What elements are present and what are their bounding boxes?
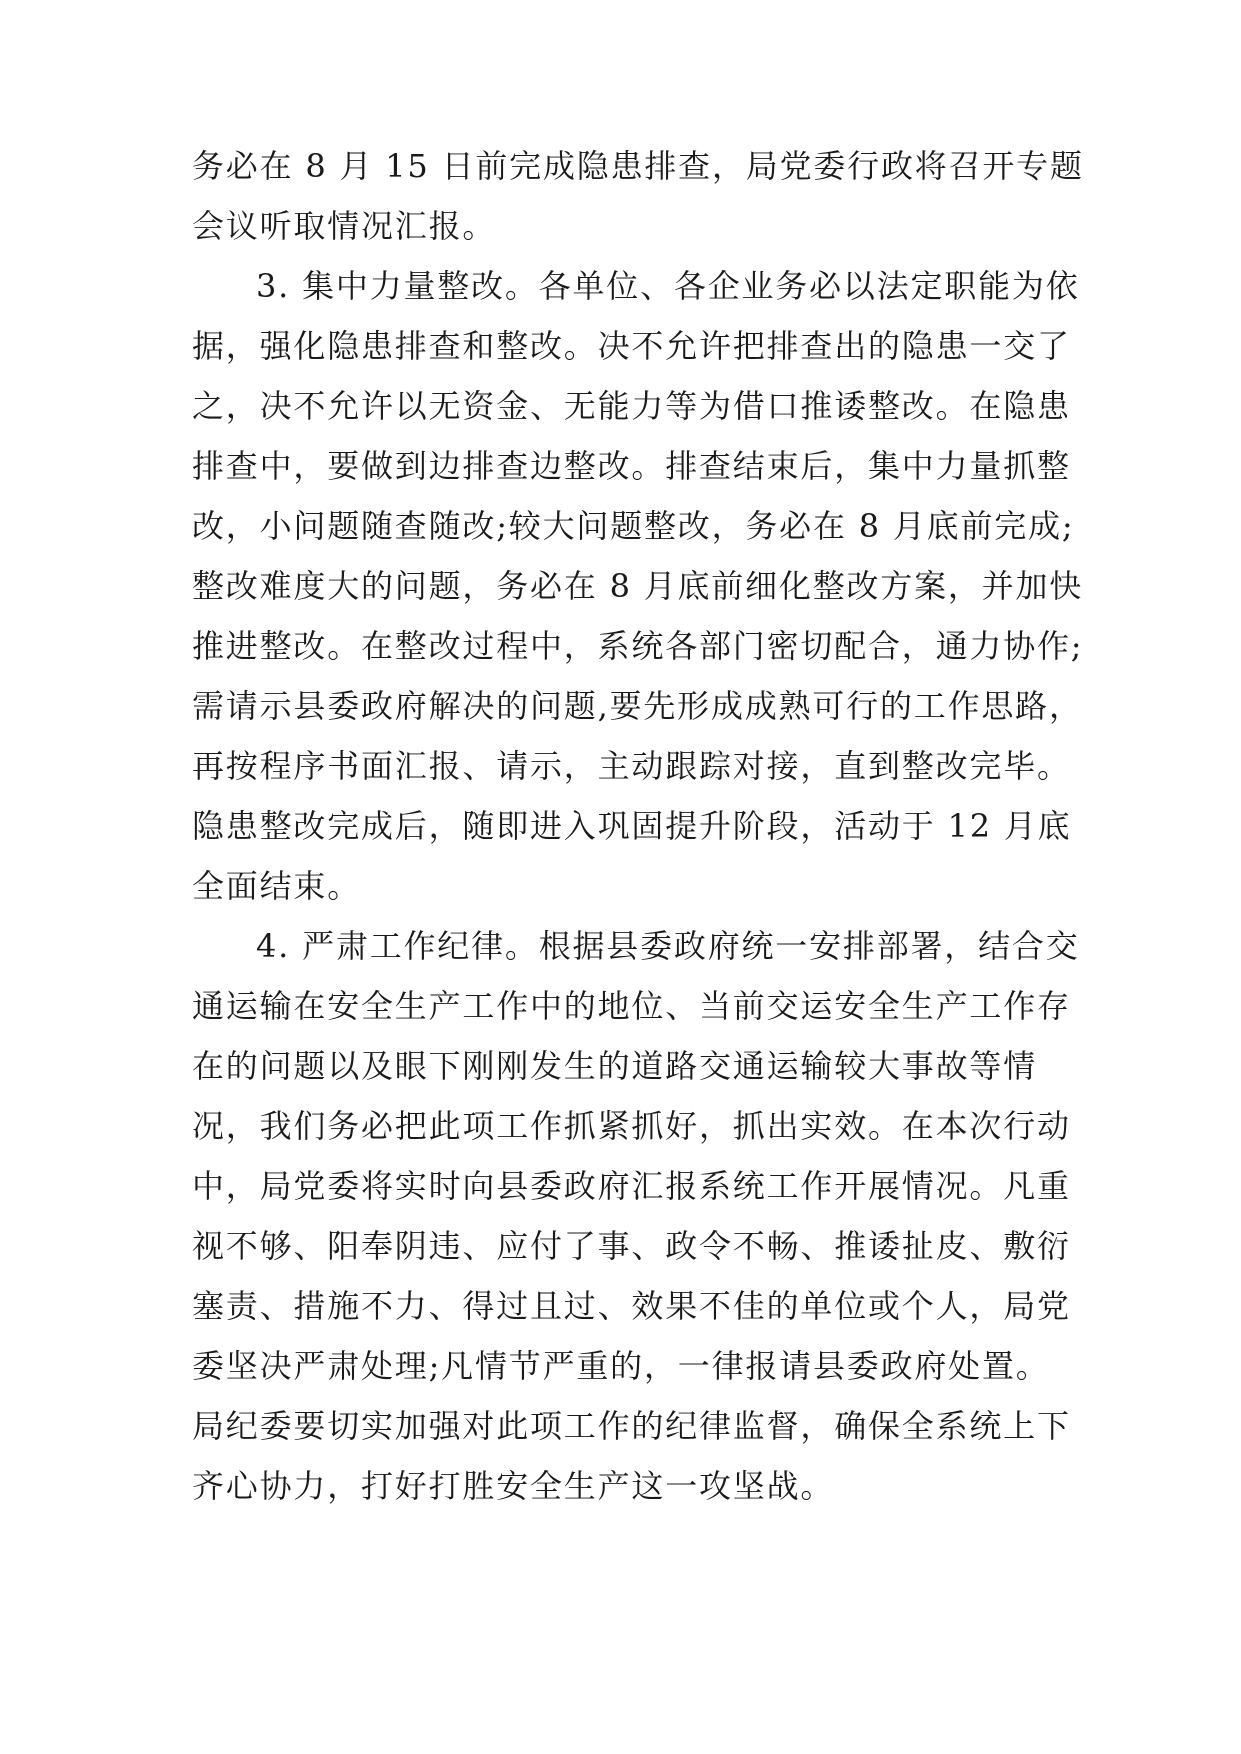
text-line: 务必在 8 月 15 日前完成隐患排查，局党委行政将召开专题 (192, 147, 1084, 185)
text-line: 在的问题以及眼下刚刚发生的道路交通运输较大事故等情 (192, 1047, 1038, 1085)
text-line: 局纪委要切实加强对此项工作的纪律监督，确保全系统上下 (192, 1407, 1071, 1445)
text-line: 排查中，要做到边排查边整改。排查结束后，集中力量抓整 (192, 447, 1071, 485)
text-line: 通运输在安全生产工作中的地位、当前交运安全生产工作存 (192, 987, 1071, 1025)
text-line: 齐心协力，打好打胜安全生产这一攻坚战。 (192, 1467, 835, 1505)
text-line: 塞责、措施不力、得过且过、效果不佳的单位或个人，局党 (192, 1287, 1071, 1325)
text-line: 之，决不允许以无资金、无能力等为借口推诿整改。在隐患 (192, 387, 1071, 425)
text-line: 改，小问题随查随改;较大问题整改，务必在 8 月底前完成; (192, 507, 1075, 545)
paragraph-3-first-line: 3. 集中力量整改。各单位、各企业务必以法定职能为依 (256, 267, 1080, 305)
text-line: 全面结束。 (192, 867, 362, 905)
text-line: 隐患整改完成后，随即进入巩固提升阶段，活动于 12 月底 (192, 807, 1072, 845)
text-line: 中，局党委将实时向县委政府汇报系统工作开展情况。凡重 (192, 1167, 1071, 1205)
text-line: 据，强化隐患排查和整改。决不允许把排查出的隐患一交了 (192, 327, 1071, 365)
text-line: 再按程序书面汇报、请示，主动跟踪对接，直到整改完毕。 (192, 747, 1071, 785)
paragraph-4-first-line: 4. 严肃工作纪律。根据县委政府统一安排部署，结合交 (256, 927, 1080, 965)
text-line: 推进整改。在整改过程中，系统各部门密切配合，通力协作; (192, 627, 1084, 665)
text-line: 况，我们务必把此项工作抓紧抓好，抓出实效。在本次行动 (192, 1107, 1071, 1145)
text-line: 委坚决严肃处理;凡情节严重的，一律报请县委政府处置。 (192, 1347, 1050, 1385)
text-line: 需请示县委政府解决的问题,要先形成成熟可行的工作思路， (192, 687, 1083, 725)
text-line: 视不够、阳奉阴违、应付了事、政令不畅、推诿扯皮、敷衍 (192, 1227, 1071, 1265)
text-line: 会议听取情况汇报。 (192, 207, 497, 245)
text-line: 整改难度大的问题，务必在 8 月底前细化整改方案，并加快 (192, 567, 1084, 605)
